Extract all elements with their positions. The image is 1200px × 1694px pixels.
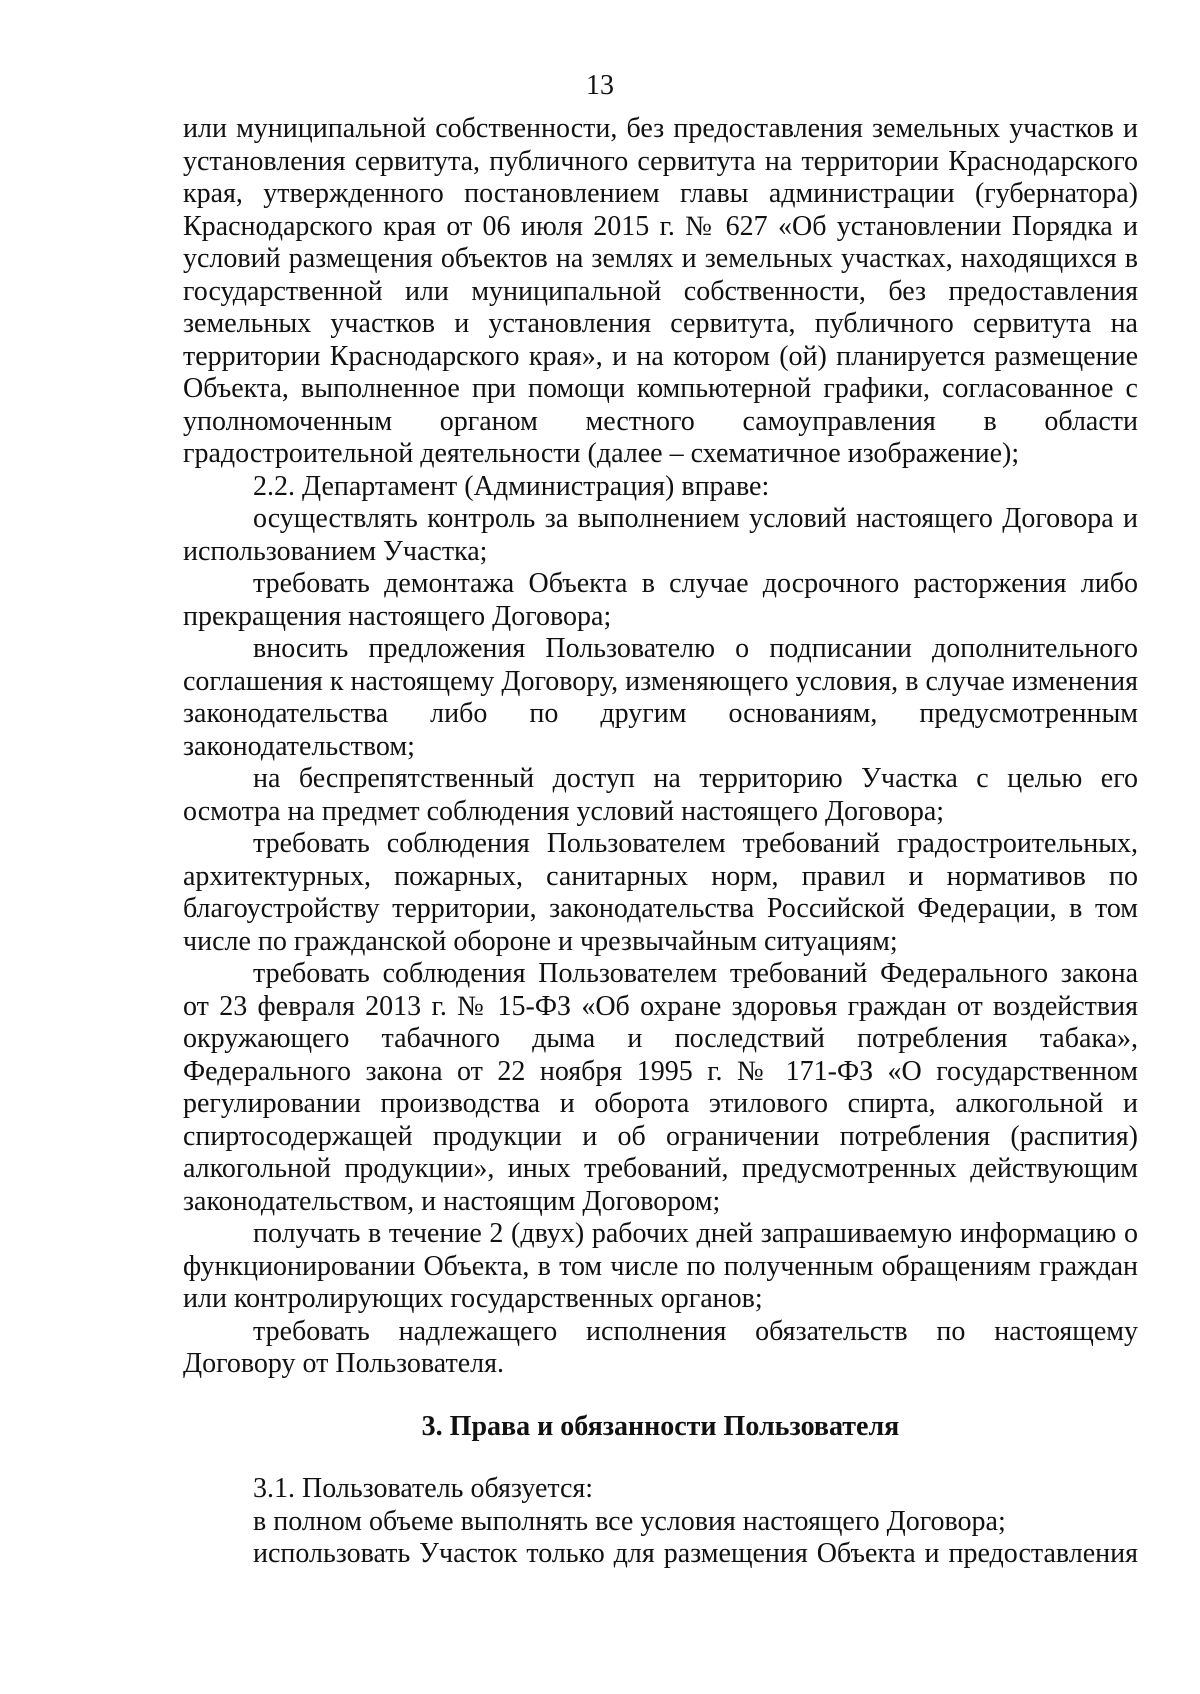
paragraph-full-compliance: в полном объеме выполнять все условия настоящего Договора; xyxy=(253,1505,1006,1537)
section-heading: 3. Права и обязанности Пользователя xyxy=(421,1410,900,1442)
paragraph-continuation: или муниципальной собственности, без предоставления земельных участков и установления сервитута, публичного сервитута на территории Краснодарского края, утвержденного постановлением главы администрации (губернатора) Краснодарского края от 06 июля 2015 г. № 627 «Об установлении Порядка и условий размещения объектов на землях и земельных участках, находящихся в государственной или муниципальной собственности, без предоставления земельных участков и установления сервитута, публичного сервитута на территории Краснодарского края», и на котором (ой) планируется размещение Объекта, выполненное при помощи компьютерной графики, согласованное с уполномоченным органом местного самоуправления в области градостроительной деятельности (далее – схематичное изображение); xyxy=(183,113,1138,469)
paragraph-clause-3-1: 3.1. Пользователь обязуется: xyxy=(253,1473,594,1504)
paragraph-clause-2-2: 2.2. Департамент (Администрация) вправе: xyxy=(253,470,770,502)
paragraph-obligations: требовать надлежащего исполнения обязательств по настоящему Договору от Пользователя. xyxy=(183,1315,1138,1379)
paragraph-use-of-plot: использовать Участок только для размещения Объекта и предоставления xyxy=(253,1538,1138,1569)
paragraph-proposals: вносить предложения Пользователю о подписании дополнительного соглашения к настоящему Договору, изменяющего условия, в случае изменения законодательства либо по другим основаниям, предусмотренным законодательством; xyxy=(183,633,1138,762)
page-number: 13 xyxy=(586,70,614,101)
paragraph-federal-laws: требовать соблюдения Пользователем требований Федерального закона от 23 февраля 2013 г. № 15-ФЗ «Об охране здоровья граждан от воздействия окружающего табачного дыма и последствий потребления табака», Федерального закона от 22 ноября 1995 г. № 171-ФЗ «О государственном регулировании производства и оборота этилового спирта, алкогольной и спиртосодержащей продукции и об ограничении потребления (распития) алкогольной продукции», иных требований, предусмотренных действующим законодательством, и настоящим Договором; xyxy=(183,958,1138,1217)
paragraph-norms: требовать соблюдения Пользователем требований градостроительных, архитектурных, пожарных, санитарных норм, правил и нормативов по благоустройству территории, законодательства Российской Федерации, в том числе по гражданской обороне и чрезвычайным ситуациям; xyxy=(183,828,1138,957)
document-body xyxy=(183,113,1138,1571)
paragraph-information: получать в течение 2 (двух) рабочих дней запрашиваемую информацию о функционировании Объекта, в том числе по полученным обращениям граждан или контролирующих государственных органов; xyxy=(183,1218,1138,1314)
paragraph-dismantling: требовать демонтажа Объекта в случае досрочного расторжения либо прекращения настоящего Договора; xyxy=(183,568,1138,632)
paragraph-control: осуществлять контроль за выполнением условий настоящего Договора и использованием Участка; xyxy=(183,503,1138,567)
paragraph-access: на беспрепятственный доступ на территорию Участка с целью его осмотра на предмет соблюдения условий настоящего Договора; xyxy=(183,763,1138,827)
